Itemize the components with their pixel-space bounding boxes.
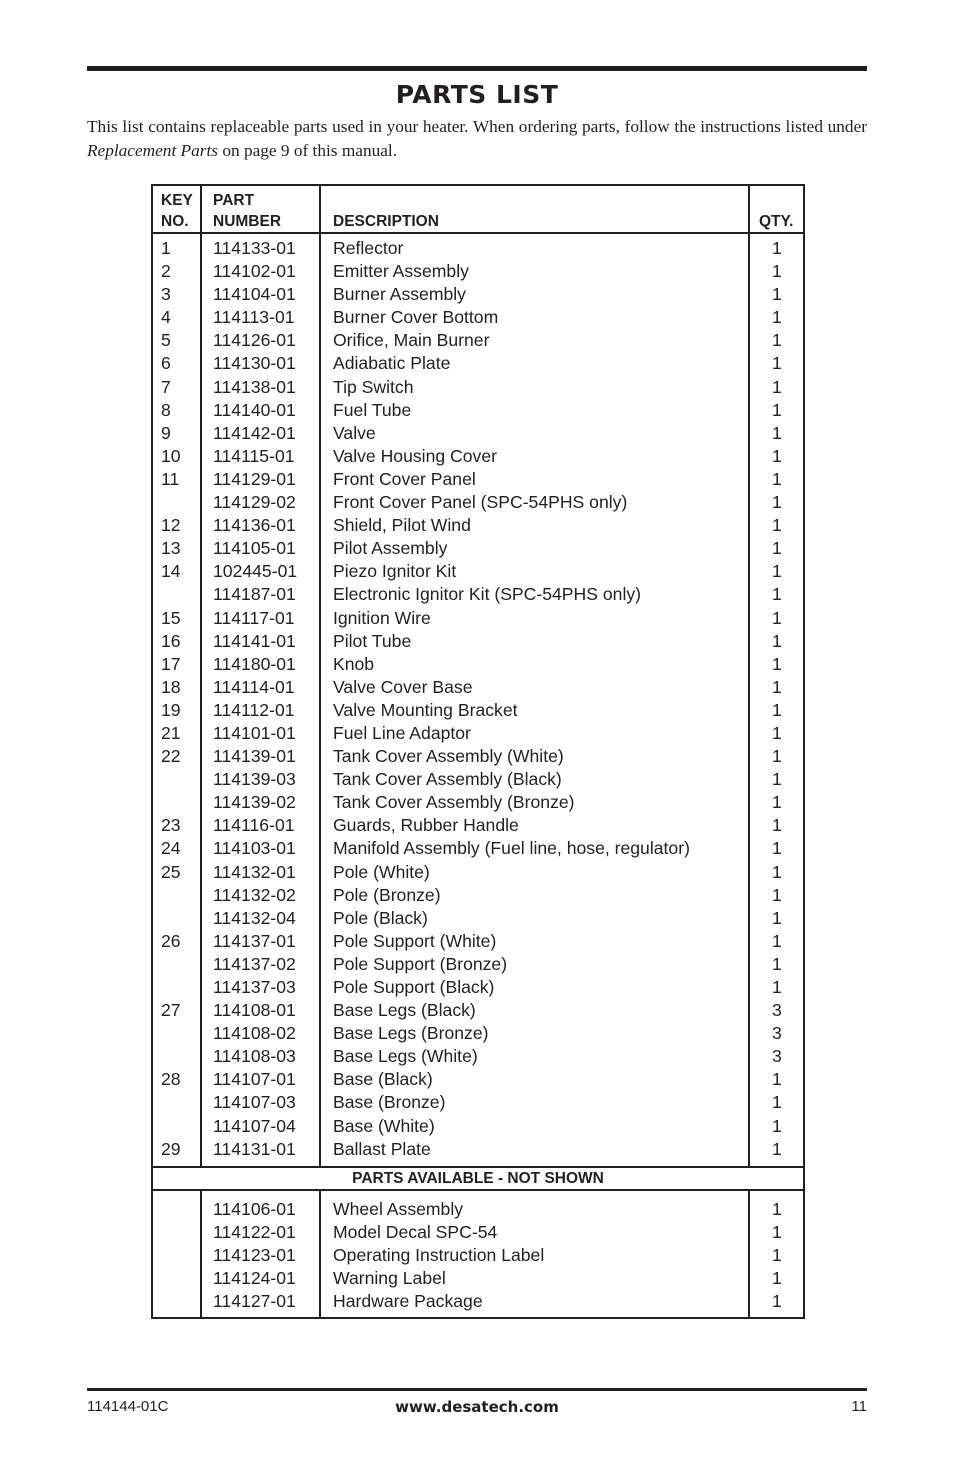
qty-cell: 1 <box>772 284 782 305</box>
description-cell: Tank Cover Assembly (White) <box>333 746 564 767</box>
part-number-cell: 114136-01 <box>213 515 296 536</box>
part-number-cell: 114187-01 <box>213 584 296 605</box>
description-cell: Wheel Assembly <box>333 1199 464 1219</box>
table-row <box>153 630 803 653</box>
part-number-cell: 114140-01 <box>213 399 296 420</box>
description-cell: Hardware Package <box>333 1291 483 1312</box>
part-number-cell: 114108-03 <box>213 1046 296 1067</box>
description-cell: Ignition Wire <box>333 607 431 628</box>
qty-cell: 1 <box>772 1138 782 1159</box>
qty-cell: 1 <box>772 1222 782 1243</box>
part-number-cell: 114180-01 <box>213 653 296 674</box>
part-number-cell: 114103-01 <box>213 838 296 859</box>
key-cell: 1 <box>161 238 171 258</box>
parts-table <box>151 184 805 1319</box>
description-cell: Base Legs (Black) <box>333 1000 476 1021</box>
table-row <box>153 1045 803 1068</box>
table-row <box>153 1290 803 1313</box>
table-row <box>153 1138 803 1161</box>
description-cell: Valve Cover Base <box>333 676 473 697</box>
description-cell: Front Cover Panel <box>333 468 476 489</box>
description-cell: Warning Label <box>333 1268 446 1289</box>
part-number-cell: 114126-01 <box>213 330 296 351</box>
part-number-cell: 114133-01 <box>213 238 296 258</box>
page-title: PARTS LIST <box>395 80 559 109</box>
part-number-cell: 114101-01 <box>213 722 296 743</box>
description-cell: Piezo Ignitor Kit <box>333 561 457 582</box>
qty-cell: 1 <box>772 1245 782 1266</box>
description-cell: Valve Housing Cover <box>333 445 497 466</box>
qty-cell: 1 <box>772 676 782 697</box>
part-number-cell: 114108-02 <box>213 1023 296 1044</box>
part-number-cell: 114139-01 <box>213 746 296 767</box>
qty-cell: 1 <box>772 399 782 420</box>
part-number-cell: 114139-02 <box>213 792 296 813</box>
part-number-cell: 114132-01 <box>213 861 296 882</box>
table-row <box>153 399 803 422</box>
description-cell: Guards, Rubber Handle <box>333 815 519 836</box>
key-cell: 4 <box>161 307 171 328</box>
parts-rows <box>153 237 803 1161</box>
table-row <box>153 376 803 399</box>
part-number-cell: 114130-01 <box>213 353 296 374</box>
qty-cell: 1 <box>772 792 782 813</box>
intro-paragraph <box>87 115 867 163</box>
qty-cell: 1 <box>772 238 782 258</box>
description-cell: Pole Support (Black) <box>333 977 495 997</box>
description-cell: Tank Cover Assembly (Black) <box>333 769 562 790</box>
description-cell: Burner Assembly <box>333 284 466 305</box>
qty-cell: 1 <box>772 376 782 397</box>
header-qty: QTY. <box>759 213 794 230</box>
qty-cell: 1 <box>772 468 782 489</box>
key-cell: 16 <box>161 630 181 651</box>
footer-page-number: 11 <box>851 1398 867 1415</box>
table-row <box>153 583 803 606</box>
table-row <box>153 329 803 352</box>
part-number-cell: 114108-01 <box>213 1000 296 1021</box>
qty-cell: 1 <box>772 538 782 559</box>
table-row <box>153 768 803 791</box>
table-row <box>153 791 803 814</box>
table-row <box>153 1115 803 1138</box>
part-number-cell: 114107-01 <box>213 1069 296 1090</box>
qty-cell: 1 <box>772 1291 782 1312</box>
key-cell: 9 <box>161 422 171 443</box>
part-number-cell: 114124-01 <box>213 1268 296 1289</box>
qty-cell: 1 <box>772 699 782 720</box>
qty-cell: 1 <box>772 261 782 282</box>
table-row <box>153 306 803 329</box>
description-cell: Model Decal SPC-54 <box>333 1222 498 1243</box>
part-number-cell: 114107-03 <box>213 1092 296 1113</box>
key-cell: 10 <box>161 445 181 466</box>
table-row <box>153 699 803 722</box>
description-cell: Pole Support (Bronze) <box>333 953 508 974</box>
table-row <box>153 237 803 260</box>
table-row <box>153 1022 803 1045</box>
key-cell: 5 <box>161 330 171 351</box>
table-row <box>153 607 803 630</box>
qty-cell: 1 <box>772 1199 782 1219</box>
key-cell: 18 <box>161 676 181 697</box>
part-number-cell: 114104-01 <box>213 284 296 305</box>
qty-cell: 1 <box>772 584 782 605</box>
table-row <box>153 560 803 583</box>
key-cell: 13 <box>161 538 181 559</box>
header-part-line2: NUMBER <box>213 213 282 230</box>
table-row <box>153 468 803 491</box>
header-key-line1: KEY <box>161 192 193 209</box>
qty-cell: 1 <box>772 930 782 951</box>
qty-cell: 3 <box>772 1046 782 1067</box>
part-number-cell: 114116-01 <box>213 815 295 836</box>
qty-cell: 1 <box>772 953 782 974</box>
key-cell: 12 <box>161 515 181 536</box>
qty-cell: 1 <box>772 861 782 882</box>
header-key-no <box>161 190 199 232</box>
table-row <box>153 1267 803 1290</box>
key-cell: 24 <box>161 838 181 859</box>
key-cell: 28 <box>161 1069 181 1090</box>
table-row <box>153 1244 803 1267</box>
qty-cell: 1 <box>772 722 782 743</box>
description-cell: Base Legs (Bronze) <box>333 1023 489 1044</box>
table-row <box>153 260 803 283</box>
header-divider <box>153 232 803 234</box>
description-cell: Operating Instruction Label <box>333 1245 545 1266</box>
table-row <box>153 814 803 837</box>
footer-website: www.desatech.com <box>395 1398 559 1416</box>
part-number-cell: 114137-02 <box>213 953 296 974</box>
description-cell: Reflector <box>333 238 404 258</box>
table-row <box>153 976 803 999</box>
table-row <box>153 352 803 375</box>
description-cell: Manifold Assembly (Fuel line, hose, regulator) <box>333 838 690 859</box>
qty-cell: 1 <box>772 884 782 905</box>
intro-text-after: on page 9 of this manual. <box>218 141 398 160</box>
qty-cell: 1 <box>772 630 782 651</box>
key-cell: 25 <box>161 861 181 882</box>
qty-cell: 1 <box>772 815 782 836</box>
part-number-cell: 114114-01 <box>213 676 295 697</box>
table-row <box>153 722 803 745</box>
qty-cell: 1 <box>772 492 782 513</box>
description-cell: Base (Black) <box>333 1069 433 1090</box>
part-number-cell: 114129-02 <box>213 492 296 513</box>
description-cell: Base Legs (White) <box>333 1046 478 1067</box>
key-cell: 11 <box>161 468 180 489</box>
table-row <box>153 1068 803 1091</box>
part-number-cell: 114112-01 <box>213 699 295 720</box>
header-description: DESCRIPTION <box>333 213 439 230</box>
key-cell: 15 <box>161 607 181 628</box>
qty-cell: 1 <box>772 307 782 328</box>
key-cell: 3 <box>161 284 171 305</box>
qty-cell: 1 <box>772 445 782 466</box>
part-number-cell: 114129-01 <box>213 468 296 489</box>
qty-cell: 1 <box>772 907 782 928</box>
table-row <box>153 930 803 953</box>
key-cell: 2 <box>161 261 171 282</box>
not-shown-rows <box>153 1198 803 1313</box>
table-row <box>153 1221 803 1244</box>
part-number-cell: 114137-01 <box>213 930 296 951</box>
key-cell: 22 <box>161 746 181 767</box>
qty-cell: 1 <box>772 977 782 997</box>
part-number-cell: 114105-01 <box>213 538 296 559</box>
part-number-cell: 114122-01 <box>213 1222 296 1243</box>
not-shown-heading: PARTS AVAILABLE - NOT SHOWN <box>352 1170 604 1187</box>
key-cell: 8 <box>161 399 171 420</box>
description-cell: Base (White) <box>333 1115 435 1136</box>
header-part-line1: PART <box>213 192 255 209</box>
description-cell: Orifice, Main Burner <box>333 330 490 351</box>
table-row <box>153 837 803 860</box>
description-cell: Pole (Black) <box>333 907 428 928</box>
part-number-cell: 114137-03 <box>213 977 296 997</box>
part-number-cell: 114139-03 <box>213 769 296 790</box>
header-key-line2: NO. <box>161 213 189 230</box>
part-number-cell: 114131-01 <box>213 1138 296 1159</box>
qty-cell: 1 <box>772 838 782 859</box>
qty-cell: 1 <box>772 1069 782 1090</box>
key-cell: 29 <box>161 1138 181 1159</box>
qty-cell: 1 <box>772 1268 782 1289</box>
qty-cell: 1 <box>772 746 782 767</box>
table-row <box>153 999 803 1022</box>
part-number-cell: 114132-02 <box>213 884 296 905</box>
part-number-cell: 114106-01 <box>213 1199 296 1219</box>
part-number-cell: 114113-01 <box>213 307 295 328</box>
description-cell: Tank Cover Assembly (Bronze) <box>333 792 575 813</box>
qty-cell: 3 <box>772 1000 782 1021</box>
part-number-cell: 114107-04 <box>213 1115 296 1136</box>
description-cell: Valve <box>333 422 376 443</box>
part-number-cell: 114117-01 <box>213 607 295 628</box>
description-cell: Emitter Assembly <box>333 261 469 282</box>
table-row <box>153 514 803 537</box>
description-cell: Ballast Plate <box>333 1138 431 1159</box>
section-divider <box>153 1189 803 1191</box>
description-cell: Valve Mounting Bracket <box>333 699 518 720</box>
qty-cell: 1 <box>772 607 782 628</box>
intro-text-emphasis: Replacement Parts <box>87 141 219 160</box>
key-cell: 23 <box>161 815 181 836</box>
part-number-cell: 114102-01 <box>213 261 296 282</box>
description-cell: Base (Bronze) <box>333 1092 446 1113</box>
description-cell: Shield, Pilot Wind <box>333 515 471 536</box>
part-number-cell: 114127-01 <box>213 1291 296 1312</box>
footer-doc-number: 114144-01C <box>87 1398 169 1415</box>
table-row <box>153 491 803 514</box>
key-cell: 7 <box>161 376 171 397</box>
top-rule <box>87 66 867 71</box>
table-row <box>153 676 803 699</box>
key-cell: 19 <box>161 699 181 720</box>
qty-cell: 1 <box>772 1115 782 1136</box>
table-row <box>153 907 803 930</box>
key-cell: 6 <box>161 353 171 374</box>
description-cell: Pole (Bronze) <box>333 884 441 905</box>
description-cell: Front Cover Panel (SPC-54PHS only) <box>333 492 628 513</box>
intro-text-before: This list contains replaceable parts used in your heater. When ordering parts, follow the instructions listed under <box>87 117 867 136</box>
description-cell: Fuel Line Adaptor <box>333 722 471 743</box>
description-cell: Pilot Assembly <box>333 538 448 559</box>
part-number-cell: 114138-01 <box>213 376 296 397</box>
part-number-cell: 114115-01 <box>213 445 295 466</box>
table-row <box>153 537 803 560</box>
table-row <box>153 953 803 976</box>
description-cell: Burner Cover Bottom <box>333 307 499 328</box>
key-cell: 17 <box>161 653 181 674</box>
part-number-cell: 114141-01 <box>213 630 296 651</box>
qty-cell: 1 <box>772 1092 782 1113</box>
key-cell: 27 <box>161 1000 181 1021</box>
qty-cell: 1 <box>772 561 782 582</box>
table-row <box>153 445 803 468</box>
qty-cell: 1 <box>772 769 782 790</box>
qty-cell: 3 <box>772 1023 782 1044</box>
description-cell: Knob <box>333 653 375 674</box>
header-part-number <box>213 190 313 232</box>
table-row <box>153 861 803 884</box>
part-number-cell: 102445-01 <box>213 561 298 582</box>
table-row <box>153 745 803 768</box>
key-cell: 14 <box>161 561 181 582</box>
bottom-rule <box>87 1388 867 1391</box>
description-cell: Pilot Tube <box>333 630 412 651</box>
table-row <box>153 283 803 306</box>
description-cell: Adiabatic Plate <box>333 353 451 374</box>
qty-cell: 1 <box>772 653 782 674</box>
qty-cell: 1 <box>772 422 782 443</box>
part-number-cell: 114132-04 <box>213 907 296 928</box>
table-row <box>153 653 803 676</box>
table-row <box>153 884 803 907</box>
description-cell: Fuel Tube <box>333 399 412 420</box>
table-row <box>153 1198 803 1221</box>
part-number-cell: 114142-01 <box>213 422 296 443</box>
description-cell: Electronic Ignitor Kit (SPC-54PHS only) <box>333 584 642 605</box>
qty-cell: 1 <box>772 515 782 536</box>
part-number-cell: 114123-01 <box>213 1245 296 1266</box>
description-cell: Pole Support (White) <box>333 930 497 951</box>
key-cell: 26 <box>161 930 181 951</box>
description-cell: Tip Switch <box>333 376 414 397</box>
key-cell: 21 <box>161 722 181 743</box>
description-cell: Pole (White) <box>333 861 430 882</box>
qty-cell: 1 <box>772 330 782 351</box>
table-row <box>153 422 803 445</box>
table-row <box>153 1091 803 1114</box>
qty-cell: 1 <box>772 353 782 374</box>
